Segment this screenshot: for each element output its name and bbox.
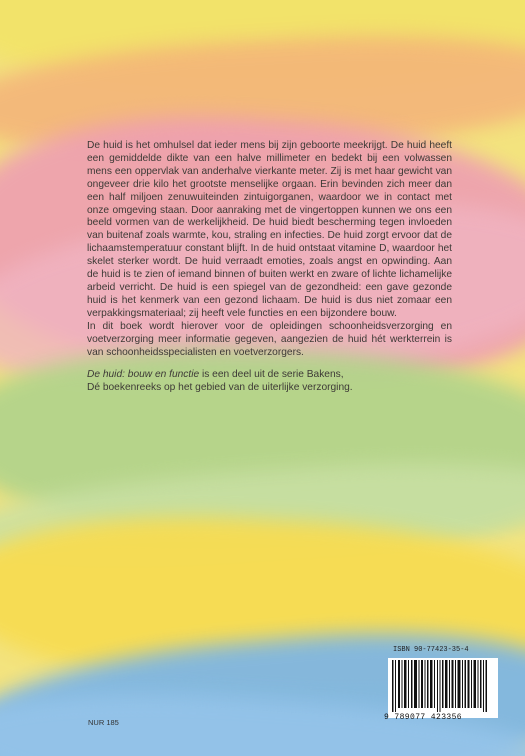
- series-tagline: Dé boekenreeks op het gebied van de uiterlijke verzorging.: [87, 382, 353, 394]
- paragraph-book-purpose: In dit boek wordt hierover voor de opleidingen schoonheidsverzorging en voetverzorging meer informatie gegeven, aangezien de huid hét werkterrein is van schoonheidsspecialisten en voetverzorgers.: [87, 320, 452, 358]
- barcode-digits: 9 789077 423356: [384, 713, 463, 722]
- barcode-bars: [388, 658, 498, 714]
- book-title: De huid: bouw en functie: [87, 369, 200, 381]
- barcode-icon: [388, 658, 498, 718]
- series-note-rest: is een deel uit de serie Bakens,: [199, 369, 344, 381]
- paragraph-intro: De huid is het omhulsel dat ieder mens bij zijn geboorte meekrijgt. De huid heeft een gemiddelde dikte van een halve millimeter en bedekt bij een volwassen mens een oppervlak van anderhalve vierkante meter. Zij is met haar gewicht van ongeveer drie kilo het grootste menselijke orgaan. Erin bevinden zich meer dan een half miljoen zenuwuiteinden zintuigorganen, waardoor we in contact met onze omgeving staan. Door aanraking met de vingertoppen kunnen we ons een beeld vormen van de werkelijkheid. De huid biedt bescherming tegen invloeden van buitenaf zoals warmte, kou, straling en infecties. De huid zorgt ervoor dat de lichaamstemperatuur constant blijft. In de huid ontstaat vitamine D, waardoor het skelet sterker wordt. De huid verraadt emoties, zoals angst en opwinding. Aan de huid is te zien of iemand binnen of buiten werkt en zware of lichte lichamelijke arbeid verricht. De huid is een spiegel van de gezondheid: een gave gezonde huid is het kenmerk van een gezond lichaam. De huid is dus niet zomaar een verpakkingsmateriaal; zij heeft vele functies en een bijzondere bouw.: [87, 140, 452, 319]
- isbn-label: ISBN 90-77423-35-4: [393, 646, 469, 654]
- blurb-text: [87, 140, 452, 395]
- series-note: [87, 369, 452, 395]
- nur-code: NUR 185: [88, 718, 119, 727]
